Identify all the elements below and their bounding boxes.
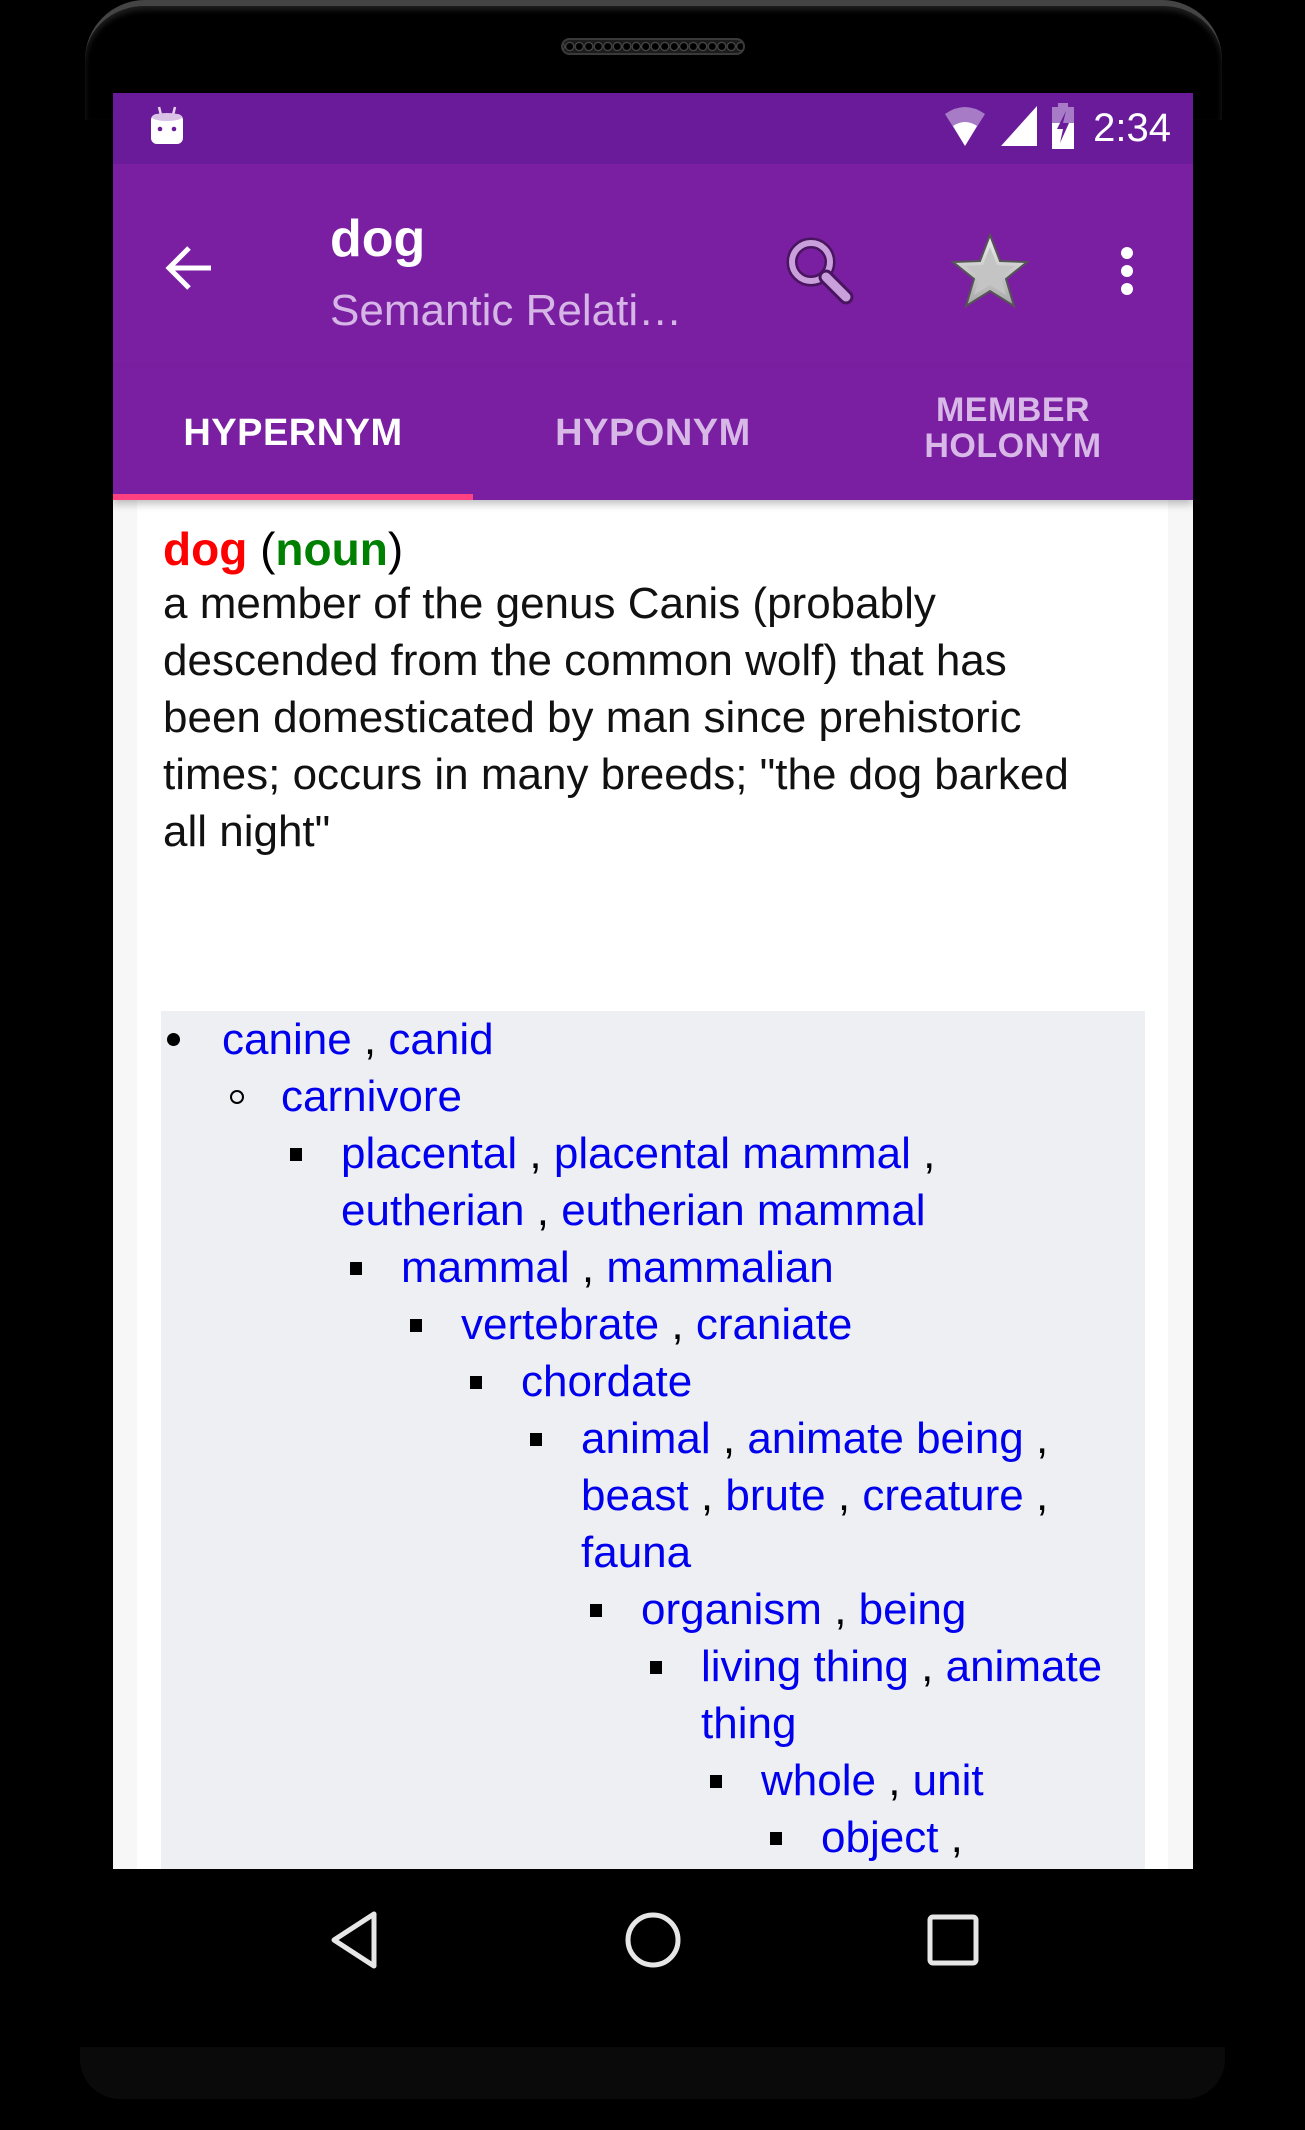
bullet-circle-icon <box>230 1068 250 1125</box>
overflow-menu-icon <box>1120 246 1134 301</box>
hypernym-tree <box>161 1011 1145 1911</box>
term-link[interactable]: thing <box>701 1699 797 1748</box>
bullet-disc-icon <box>167 1011 187 1068</box>
entry-card <box>137 500 1168 1900</box>
nav-recents-icon <box>925 1912 981 1973</box>
separator: , <box>1036 1471 1049 1520</box>
separator: , <box>529 1129 542 1178</box>
nav-recents-button[interactable] <box>903 1897 1003 1987</box>
bullet-square-icon <box>470 1353 490 1410</box>
system-nav-bar <box>113 1869 1193 2014</box>
term-link[interactable]: canid <box>388 1015 494 1064</box>
separator: , <box>834 1585 847 1634</box>
separator: , <box>722 1414 736 1463</box>
tab-hyponym[interactable] <box>473 367 833 500</box>
phone-screen <box>113 93 1193 1869</box>
term-link[interactable]: eutherian mammal <box>561 1186 926 1235</box>
tab-label: HYPONYM <box>555 411 751 454</box>
tab-member-holonym[interactable] <box>833 367 1193 500</box>
nav-back-icon <box>328 1910 380 1975</box>
tree-item <box>342 1239 834 1296</box>
separator: , <box>921 1642 934 1691</box>
term-link[interactable]: mammal <box>401 1243 570 1292</box>
term-link[interactable]: vertebrate <box>461 1300 660 1349</box>
tree-item <box>282 1125 935 1182</box>
tab-label <box>924 390 1102 465</box>
separator: , <box>888 1756 901 1805</box>
definition-line: a member of the genus Canis (probably <box>163 579 936 628</box>
term-link[interactable]: mammalian <box>606 1243 834 1292</box>
bullet-square-icon <box>590 1581 610 1638</box>
back-arrow-icon <box>163 242 215 299</box>
bullet-square-icon <box>410 1296 430 1353</box>
page-subtitle: Semantic Relati… <box>330 286 683 335</box>
android-debug-icon <box>150 105 184 143</box>
back-button[interactable] <box>153 234 225 306</box>
term-link[interactable]: placental mammal <box>553 1129 911 1178</box>
term-link[interactable]: beast <box>581 1471 689 1520</box>
separator: , <box>536 1186 549 1235</box>
definition-line: descended from the common wolf) that has <box>163 636 1007 685</box>
separator: , <box>671 1300 684 1349</box>
nav-home-button[interactable] <box>603 1897 703 1987</box>
entry-heading <box>163 522 403 576</box>
part-of-speech: noun <box>275 523 388 575</box>
tree-item <box>702 1752 984 1809</box>
separator: , <box>363 1015 377 1064</box>
tree-item <box>762 1809 963 1866</box>
wifi-icon <box>943 104 987 153</box>
bullet-square-icon <box>710 1752 730 1809</box>
separator: , <box>837 1471 851 1520</box>
nav-home-icon <box>623 1910 683 1975</box>
tree-item <box>222 1068 462 1125</box>
definition-line: all night" <box>163 807 331 856</box>
bullet-square-icon <box>650 1638 670 1695</box>
term-link[interactable]: organism <box>641 1585 822 1634</box>
search-button[interactable] <box>776 229 864 317</box>
tree-item <box>462 1353 692 1410</box>
term-link[interactable]: fauna <box>581 1528 692 1577</box>
tree-item-continued <box>341 1182 926 1239</box>
status-bar <box>113 93 1193 164</box>
tree-item <box>161 1011 494 1068</box>
bullet-square-icon <box>530 1410 550 1467</box>
bullet-square-icon <box>770 1809 790 1866</box>
tree-item-continued <box>581 1467 1048 1524</box>
definition-line: times; occurs in many breeds; "the dog barked <box>163 750 1069 799</box>
search-icon <box>784 235 856 312</box>
tree-item <box>642 1638 1102 1695</box>
tree-item-continued <box>701 1695 796 1752</box>
term-link[interactable]: canine <box>222 1015 352 1064</box>
term-link[interactable]: craniate <box>695 1300 853 1349</box>
star-icon <box>950 231 1030 316</box>
favorite-button[interactable] <box>946 229 1034 317</box>
separator: , <box>950 1813 963 1862</box>
tree-item <box>522 1410 1048 1467</box>
term-link[interactable]: animate <box>945 1642 1103 1691</box>
tab-label-line2: HOLONYM <box>924 426 1102 465</box>
overflow-menu-button[interactable] <box>1083 229 1171 317</box>
app-toolbar <box>113 164 1193 367</box>
separator: , <box>923 1129 936 1178</box>
term-link[interactable]: brute <box>725 1471 826 1520</box>
headword: dog <box>163 523 248 575</box>
term-link[interactable]: carnivore <box>281 1072 462 1121</box>
speaker-grille <box>561 38 745 55</box>
term-link[interactable]: whole <box>761 1756 876 1805</box>
term-link[interactable]: being <box>858 1585 967 1634</box>
tab-label-line1: MEMBER <box>935 390 1091 429</box>
separator: , <box>1035 1414 1049 1463</box>
term-link[interactable]: eutherian <box>341 1186 525 1235</box>
definition-line: been domesticated by man since prehistoric <box>163 693 1022 742</box>
separator: , <box>700 1471 714 1520</box>
term-link[interactable]: chordate <box>521 1357 693 1406</box>
battery-charging-icon <box>1051 103 1075 154</box>
cell-signal-icon <box>999 104 1039 153</box>
separator: , <box>581 1243 595 1292</box>
term-link[interactable]: living thing <box>701 1642 909 1691</box>
nav-back-button[interactable] <box>304 1897 404 1987</box>
bullet-square-icon <box>290 1125 310 1182</box>
tab-hypernym[interactable] <box>113 367 473 500</box>
tab-label: HYPERNYM <box>183 411 403 454</box>
term-link[interactable]: creature <box>862 1471 1024 1520</box>
term-link[interactable]: unit <box>912 1756 984 1805</box>
tree-item-continued <box>581 1524 691 1581</box>
active-tab-indicator <box>113 494 473 500</box>
paren-open: ( <box>260 523 276 575</box>
page-title: dog <box>330 210 426 268</box>
phone-bezel-bottom <box>80 2047 1225 2099</box>
term-link[interactable]: object <box>821 1813 939 1862</box>
paren-close: ) <box>387 523 404 575</box>
term-link[interactable]: animal <box>581 1414 711 1463</box>
relation-tabs <box>113 367 1193 500</box>
term-link[interactable]: placental <box>341 1129 518 1178</box>
tree-item <box>402 1296 852 1353</box>
status-time: 2:34 <box>1093 106 1171 150</box>
bullet-square-icon <box>350 1239 370 1296</box>
term-link[interactable]: animate being <box>747 1414 1024 1463</box>
tree-item <box>582 1581 966 1638</box>
definition-text <box>163 575 1153 860</box>
